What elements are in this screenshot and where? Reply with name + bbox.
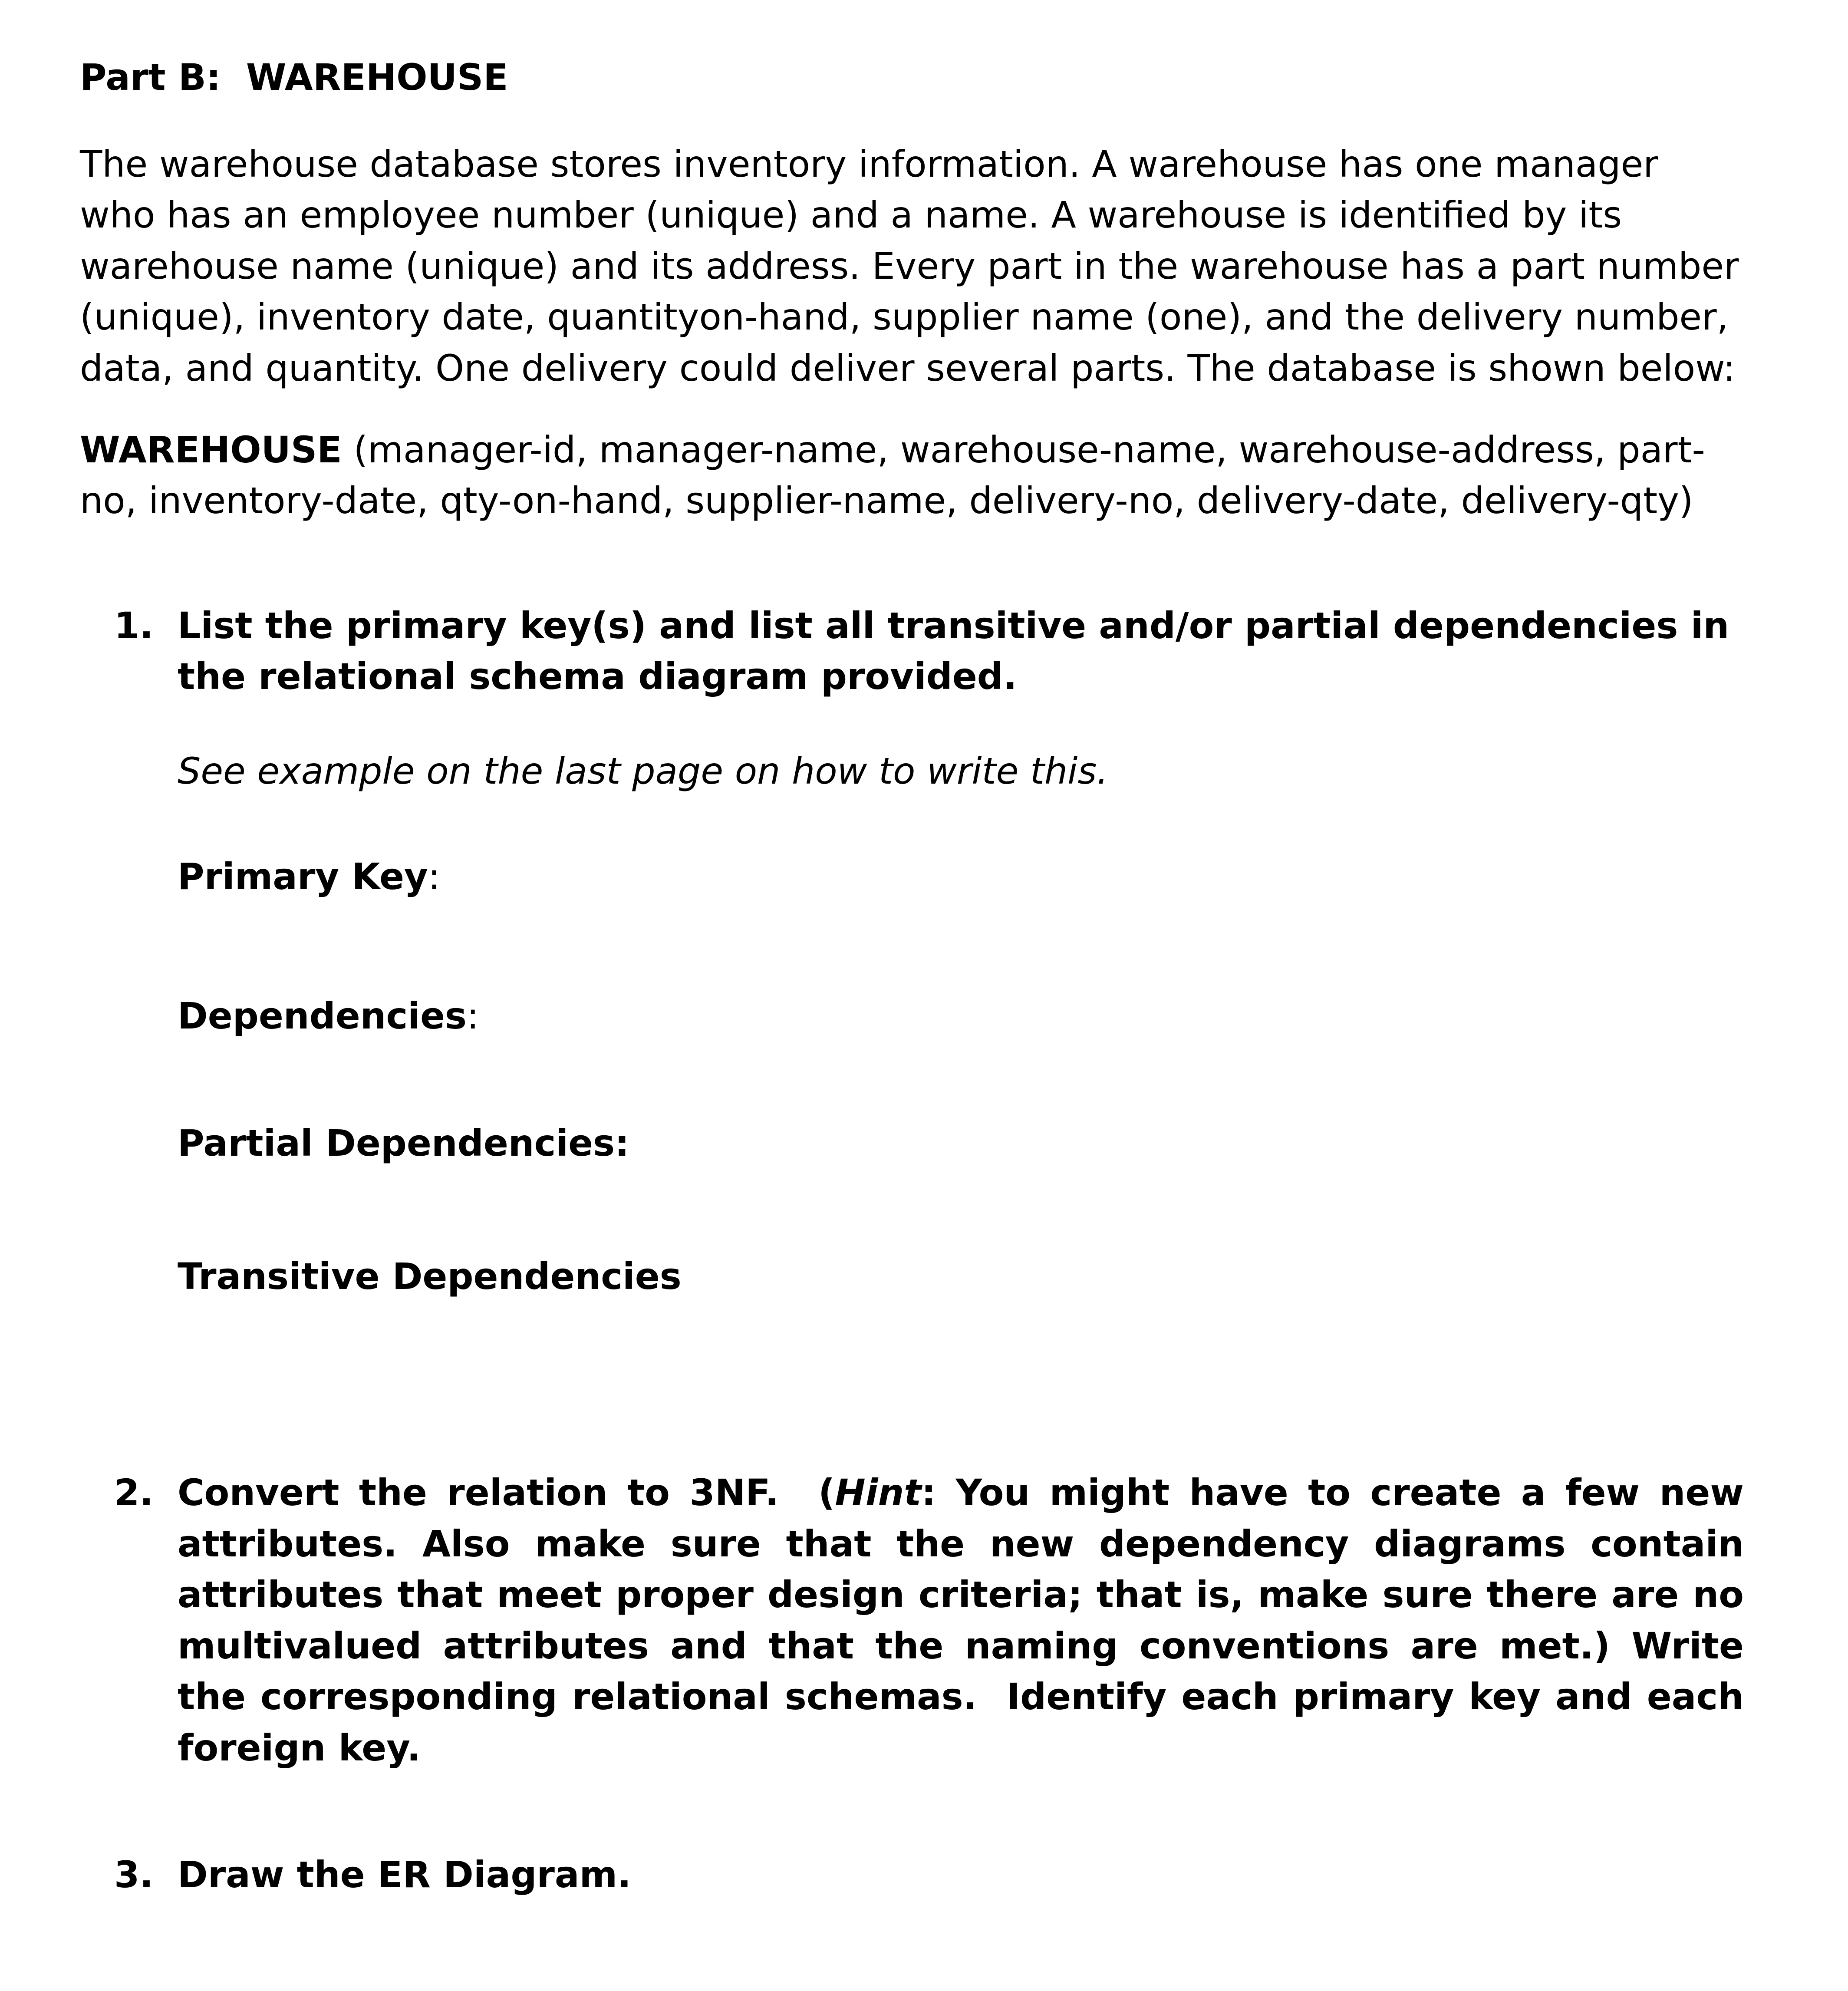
intro-paragraph: The warehouse database stores inventory information. A warehouse has one manager who has an employee number (unique) and a name. A warehouse is identified by its warehouse name (unique) and its address. Every part in the warehouse has a part number (unique), inventory date, quantityon-hand, supplier name (one), and the delivery number, data, and quantity. One delivery could deliver several parts. The database is shown below:	[80, 142, 1739, 389]
schema-attributes: (manager-id, manager-name, warehouse-name, warehouse-address, part-no, inventory-date, qty-on-hand, supplier-name, delivery-no, delivery-date, delivery-qty)	[80, 428, 1705, 522]
question-3-number: 3.	[114, 1853, 154, 1896]
question-3	[80, 1849, 1744, 1901]
primary-key-colon: :	[428, 855, 441, 898]
dependencies-colon: :	[467, 995, 479, 1038]
page-title: Part B: WAREHOUSE	[80, 56, 508, 99]
question-1-number: 1.	[114, 604, 154, 647]
dependencies-label: Dependencies:	[178, 995, 479, 1038]
question-1	[80, 600, 1744, 702]
question-2-text-after-hint: : You might have to create a few new attributes. Also make sure that the new dependency diagrams contain attributes that meet proper design criteria; that is, make sure there are no multivalued attributes and that the naming conventions are met.) Write the corresponding relational schemas. Identify each primary key and each foreign key.	[178, 1471, 1757, 1769]
question-2-text-before-hint: Convert the relation to 3NF. (	[178, 1471, 835, 1514]
question-2-text	[178, 1467, 1757, 1774]
transitive-dependencies-label: Transitive Dependencies	[178, 1255, 682, 1298]
question-3-heading: Draw the ER Diagram.	[178, 1853, 632, 1896]
question-2-hint-word: Hint	[835, 1471, 922, 1514]
question-1-heading: List the primary key(s) and list all transitive and/or partial dependencies in the relational schema diagram provided.	[178, 604, 1729, 698]
question-2	[80, 1467, 1757, 1774]
question-2-number: 2.	[114, 1471, 154, 1514]
schema-name: WAREHOUSE	[80, 428, 342, 471]
example-note: See example on the last page on how to write this.	[178, 749, 1108, 792]
partial-dependencies-label: Partial Dependencies:	[178, 1121, 629, 1164]
primary-key-label: Primary Key:	[178, 855, 441, 898]
schema-line	[80, 425, 1744, 527]
